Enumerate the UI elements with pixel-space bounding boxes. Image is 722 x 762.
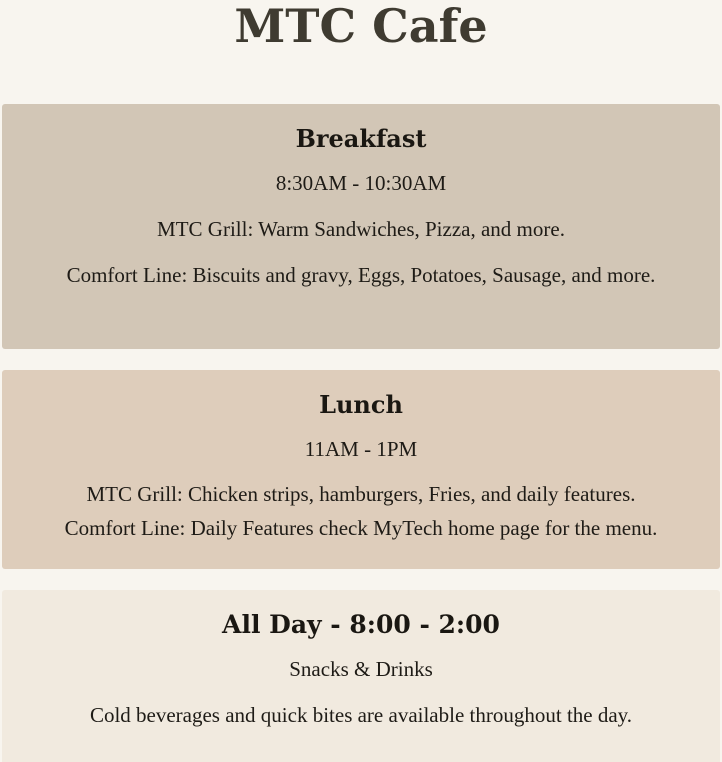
all-day-description: Cold beverages and quick bites are available throughout the day. bbox=[89, 703, 633, 727]
all-day-section bbox=[2, 590, 720, 762]
all-day-subheading: Snacks & Drinks bbox=[289, 657, 433, 681]
breakfast-hours: 8:30AM - 10:30AM bbox=[275, 171, 447, 195]
page-title: MTC Cafe bbox=[234, 0, 488, 53]
breakfast-section bbox=[2, 104, 720, 349]
lunch-section bbox=[2, 370, 720, 569]
lunch-comfort-text: Comfort Line: Daily Features check MyTech home page for the menu. bbox=[64, 516, 658, 540]
lunch-grill-text: MTC Grill: Chicken strips, hamburgers, Fries, and daily features. bbox=[86, 482, 636, 506]
lunch-heading: Lunch bbox=[319, 390, 403, 419]
breakfast-heading: Breakfast bbox=[295, 124, 427, 153]
breakfast-comfort-text: Comfort Line: Biscuits and gravy, Eggs, Potatoes, Sausage, and more. bbox=[66, 263, 656, 287]
lunch-hours: 11AM - 1PM bbox=[304, 437, 418, 461]
breakfast-grill-text: MTC Grill: Warm Sandwiches, Pizza, and more. bbox=[157, 217, 565, 241]
all-day-heading: All Day - 8:00 - 2:00 bbox=[222, 610, 500, 639]
